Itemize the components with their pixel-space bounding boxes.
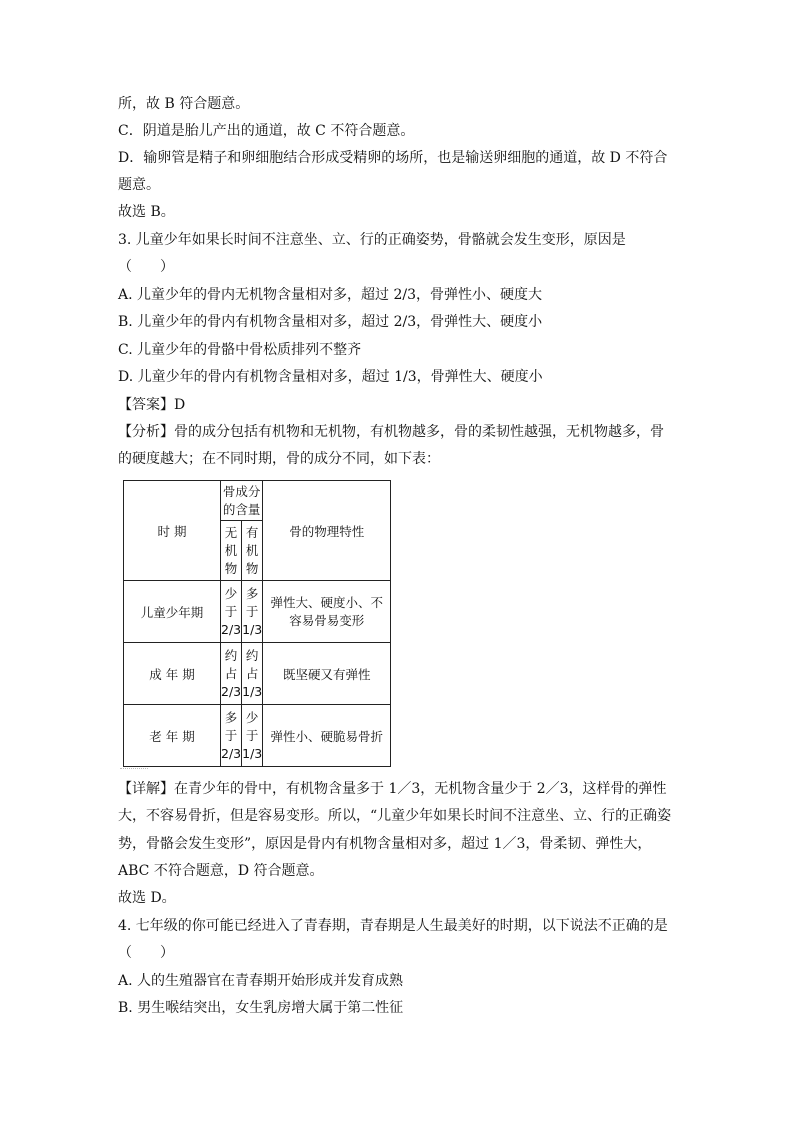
header-period: 时 期 xyxy=(124,481,221,581)
cell-char: 2/3 xyxy=(221,621,242,637)
question-3-option-b: B. 儿童少年的骨内有机物含量相对多，超过 2/3，骨弹性大、硬度小 xyxy=(118,314,543,330)
cell-char: 少 xyxy=(245,709,259,725)
cell-char: 占 xyxy=(245,665,259,681)
header-organic xyxy=(242,521,263,581)
cell-char: 于 xyxy=(224,603,238,619)
header-char: 机 xyxy=(224,542,238,558)
cell-char: 于 xyxy=(245,603,259,619)
row-inorganic xyxy=(221,581,242,643)
analysis-line: 【分析】骨的成分包括有机物和无机物，有机物越多，骨的柔韧性越强，无机物越多，骨 xyxy=(118,424,664,440)
cell-char: 多 xyxy=(224,709,238,725)
table-row xyxy=(124,705,391,767)
property-line: 容易骨易变形 xyxy=(289,612,365,628)
header-char: 有 xyxy=(245,524,259,540)
text-line: 所，故 B 符合题意。 xyxy=(118,96,250,112)
header-char: 物 xyxy=(245,560,259,576)
scan-mark xyxy=(120,768,148,773)
row-inorganic xyxy=(221,643,242,705)
cell-char: 占 xyxy=(224,665,238,681)
question-3-option-d: D. 儿童少年的骨内有机物含量相对多，超过 1/3，骨弹性大、硬度小 xyxy=(118,369,543,385)
question-4-stem: 4. 七年级的你可能已经进入了青春期，青春期是人生最美好的时期，以下说法不正确的是 xyxy=(118,918,668,934)
question-4-paren: （ ） xyxy=(118,945,174,961)
question-4-option-a: A. 人的生殖器官在青春期开始形成并发育成熟 xyxy=(118,973,404,989)
cell-char: 少 xyxy=(224,585,238,601)
cell-char: 约 xyxy=(245,647,259,663)
cell-char: 于 xyxy=(245,727,259,743)
property-line: 弹性大、硬度小、不 xyxy=(270,594,383,610)
detail-line: 势，骨骼会发生变形”，原因是骨内有机物含量相对多，超过 1／3，骨柔韧、弹性大， xyxy=(118,836,652,852)
detail-line: 大，不容易骨折，但是容易变形。所以，“儿童少年如果长时间不注意坐、立、行的正确姿 xyxy=(118,808,672,824)
header-char: 无 xyxy=(224,524,238,540)
cell-char: 1/3 xyxy=(242,683,263,699)
question-3-paren: （ ） xyxy=(118,259,174,275)
cell-char: 1/3 xyxy=(242,745,263,761)
header-property: 骨的物理特性 xyxy=(263,481,391,581)
answer-line: 【答案】D xyxy=(118,397,186,413)
row-property: 弹性小、硬脆易骨折 xyxy=(263,705,391,767)
cell-char: 于 xyxy=(224,727,238,743)
header-char: 机 xyxy=(245,542,259,558)
table-row xyxy=(124,643,391,705)
choose-line: 故选 D。 xyxy=(118,890,176,906)
row-property: 既坚硬又有弹性 xyxy=(263,643,391,705)
row-organic xyxy=(242,581,263,643)
text-line: 题意。 xyxy=(118,177,160,193)
analysis-line: 的硬度越大；在不同时期，骨的成分不同，如下表： xyxy=(118,451,440,467)
cell-char: 2/3 xyxy=(221,745,242,761)
bone-composition-table xyxy=(123,480,391,767)
question-3-option-a: A. 儿童少年的骨内无机物含量相对多，超过 2/3，骨弹性小、硬度大 xyxy=(118,287,542,303)
row-organic xyxy=(242,705,263,767)
text-line: 故选 B。 xyxy=(118,204,175,220)
row-period: 老 年 期 xyxy=(124,705,221,767)
question-3-stem: 3. 儿童少年如果长时间不注意坐、立、行的正确姿势，骨骼就会发生变形，原因是 xyxy=(118,232,626,248)
row-property xyxy=(263,581,391,643)
text-line: D．输卵管是精子和卵细胞结合形成受精卵的场所，也是输送卵细胞的通道，故 D 不符合 xyxy=(118,150,668,166)
cell-char: 约 xyxy=(224,647,238,663)
row-period: 儿童少年期 xyxy=(124,581,221,643)
cell-char: 多 xyxy=(245,585,259,601)
row-organic xyxy=(242,643,263,705)
table-row xyxy=(124,581,391,643)
cell-char: 2/3 xyxy=(221,683,242,699)
detail-line: ABC 不符合题意，D 符合题意。 xyxy=(118,863,324,879)
question-3-option-c: C. 儿童少年的骨骼中骨松质排列不整齐 xyxy=(118,342,362,358)
question-4-option-b: B. 男生喉结突出，女生乳房增大属于第二性征 xyxy=(118,1000,404,1016)
row-inorganic xyxy=(221,705,242,767)
header-content xyxy=(221,481,263,521)
text-line: C．阴道是胎儿产出的通道，故 C 不符合题意。 xyxy=(118,123,415,139)
detail-line: 【详解】在青少年的骨中，有机物含量多于 1／3，无机物含量少于 2／3，这样骨的弹性 xyxy=(118,781,667,797)
row-period: 成 年 期 xyxy=(124,643,221,705)
header-inorganic xyxy=(221,521,242,581)
header-content-line: 骨成分 xyxy=(222,483,261,499)
header-char: 物 xyxy=(224,560,238,576)
cell-char: 1/3 xyxy=(242,621,263,637)
header-content-line: 的含量 xyxy=(222,501,261,517)
